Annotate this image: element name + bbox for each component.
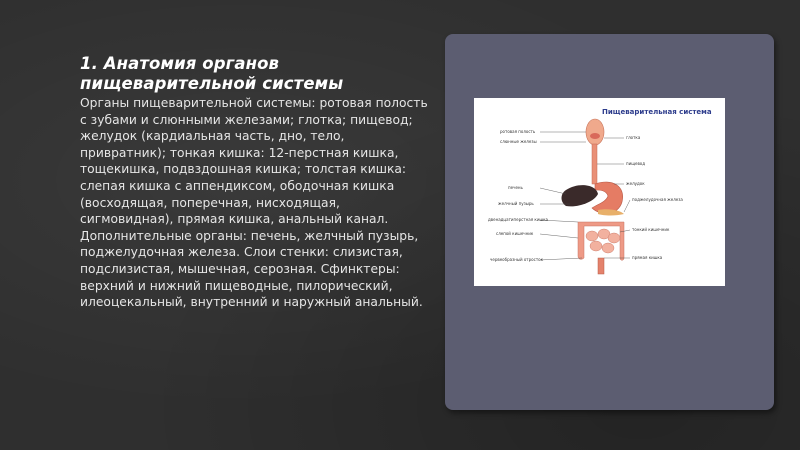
- label-gallbladder: желчный пузырь: [498, 201, 534, 206]
- label-esophagus: пищевод: [626, 161, 646, 166]
- label-stomach: желудок: [626, 181, 645, 186]
- label-salivary-glands: слюнные железы: [500, 139, 537, 144]
- label-pancreas: поджелудочная железа: [632, 197, 683, 202]
- label-mouth: ротовая полость: [500, 129, 536, 134]
- label-liver: печень: [508, 185, 523, 190]
- slide-title: 1. Анатомия органов пищеварительной системы: [80, 54, 344, 93]
- label-cecum: слепой кишечник: [496, 231, 534, 236]
- figure-title: Пищеварительная система: [602, 108, 712, 116]
- label-appendix: червеобразный отросток: [490, 257, 544, 262]
- label-small-intestine: тонкий кишечник: [632, 227, 670, 232]
- label-duodenum: двенадцатиперстная кишка: [488, 217, 548, 222]
- label-pharynx: глотка: [626, 135, 641, 140]
- label-rectum: прямая кишка: [632, 255, 663, 260]
- digestive-system-figure: [474, 98, 725, 286]
- slide-body-text: Органы пищеварительной системы: ротовая полость с зубами и слюнными железами; глотка; пищевод; желудок (кардиальная часть, дно, тело, привратник); тонкая кишка: 12-перстная кишка, тощекишка, подвздошная кишка; толстая кишка: слепая кишка с аппендиксом, ободочная кишка (восходящая, поперечная, нисходящая, сигмовидная), прямая кишка, анальный канал. Дополнительные органы: печень, желчный пузырь, поджелудочная железа. Слои стенки: слизистая, подслизистая, мышечная, серозная. Сфинктеры: верхний и нижний пищеводные, пилорический, илеоцекальный, внутренний и наружный анальный.: [80, 96, 428, 310]
